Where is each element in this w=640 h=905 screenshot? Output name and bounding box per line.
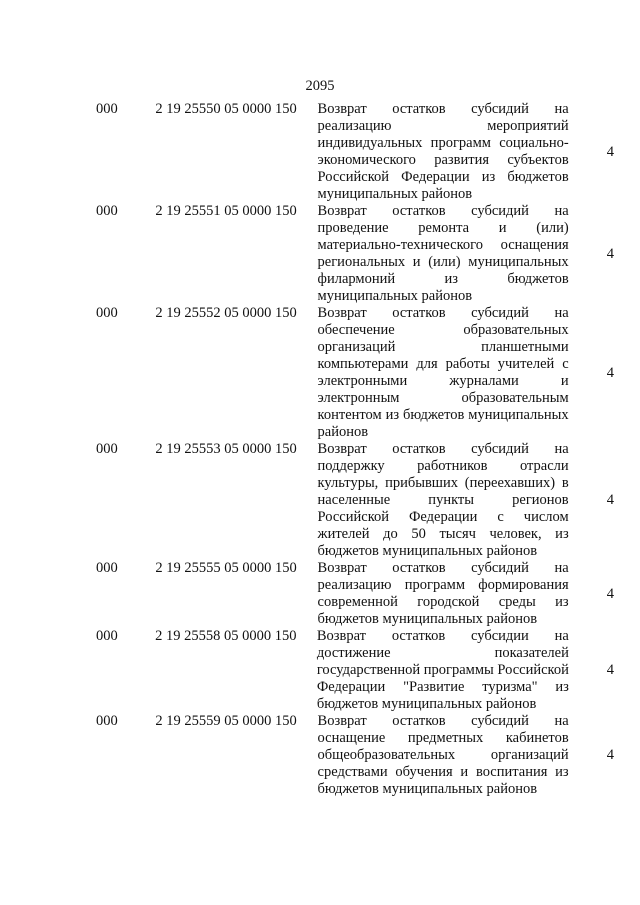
income-description [318,203,569,305]
description-line: филармоний из бюджетов [317,271,569,287]
description-line: муниципальных районов [317,186,473,202]
budget-code-table [0,101,640,798]
description-line: государственной программы Российской [316,662,569,678]
administrator-code: 000 [96,305,118,321]
normative-value: 4 [606,585,614,602]
income-description [318,713,569,798]
normative-value: 4 [606,747,614,763]
budget-classification-code: 2 19 25553 05 0000 150 [155,441,297,457]
description-line: поддержку работников отрасли [317,458,569,474]
income-description [318,560,569,628]
budget-classification-code: 2 19 25558 05 0000 150 [155,628,297,644]
description-line: жителей до 50 тысяч человек, из [317,526,569,542]
description-line: бюджетов муниципальных районов [317,611,538,627]
budget-classification-code: 2 19 25551 05 0000 150 [155,203,297,219]
description-line: материально-технического оснащения [317,237,569,253]
description-line: современной городской среды из [317,594,569,610]
administrator-code: 000 [96,628,118,644]
description-line: общеобразовательных организаций [317,747,569,763]
description-line: бюджетов муниципальных районов [317,543,538,559]
page-number: 2095 [305,78,335,94]
description-line: районов [317,424,369,440]
description-line: Российской Федерации из бюджетов [317,169,569,185]
normative-value: 4 [606,662,615,678]
description-line: компьютерами для работы учителей с [317,356,569,372]
description-line: культуры, прибывших (переехавших) в [317,475,569,491]
description-line: Возврат остатков субсидий на [317,713,569,729]
budget-classification-code: 2 19 25555 05 0000 150 [155,560,297,576]
income-description [318,305,569,441]
table-row [0,441,640,560]
administrator-code: 000 [96,441,118,457]
normative-value: 4 [606,143,614,160]
administrator-code: 000 [96,203,118,219]
budget-classification-code: 2 19 25552 05 0000 150 [155,305,297,321]
income-description [318,101,569,203]
description-line: Возврат остатков субсидий на [317,101,569,117]
description-line: средствами обучения и воспитания из [317,764,569,780]
table-row [0,101,640,203]
description-line: бюджетов муниципальных районов [317,781,538,797]
description-line: населенные пункты регионов [317,492,569,508]
normative-value: 4 [606,245,614,262]
description-line: региональных и (или) муниципальных [317,254,569,270]
description-line: муниципальных районов [317,288,473,304]
budget-classification-code: 2 19 25559 05 0000 150 [155,713,297,729]
description-line: реализацию мероприятий [317,118,569,134]
description-line: электронным образовательным [317,390,569,406]
description-line: электронными журналами и [317,373,569,389]
description-line: экономического развития субъектов [317,152,569,168]
description-line: проведение ремонта и (или) [317,220,569,236]
description-line: оснащение предметных кабинетов [317,730,569,746]
description-line: реализацию программ формирования [317,577,569,593]
budget-classification-code: 2 19 25550 05 0000 150 [155,101,297,117]
table-row [0,203,640,305]
administrator-code: 000 [96,101,118,117]
description-line: Возврат остатков субсидий на [317,305,569,321]
income-description [318,441,569,560]
description-line: контентом из бюджетов муниципальных [317,407,569,423]
description-line: Возврат остатков субсидии на [316,628,569,644]
description-line: достижение показателей [316,645,569,661]
table-row [0,713,640,798]
description-line: бюджетов муниципальных районов [316,696,537,712]
description-line: Возврат остатков субсидий на [317,560,569,576]
description-line: Возврат остатков субсидий на [317,441,569,457]
table-row [0,305,640,441]
normative-value: 4 [606,492,614,508]
income-description [317,628,569,713]
description-line: Возврат остатков субсидий на [317,203,569,219]
description-line: Федерации "Развитие туризма" из [316,679,569,695]
table-row [0,628,640,713]
description-line: индивидуальных программ социально- [317,135,569,151]
description-line: обеспечение образовательных [317,322,569,338]
normative-value: 4 [606,364,614,381]
administrator-code: 000 [96,560,118,576]
table-row [0,560,640,628]
description-line: Российской Федерации с числом [317,509,569,525]
description-line: организаций планшетными [317,339,569,355]
administrator-code: 000 [96,713,118,729]
